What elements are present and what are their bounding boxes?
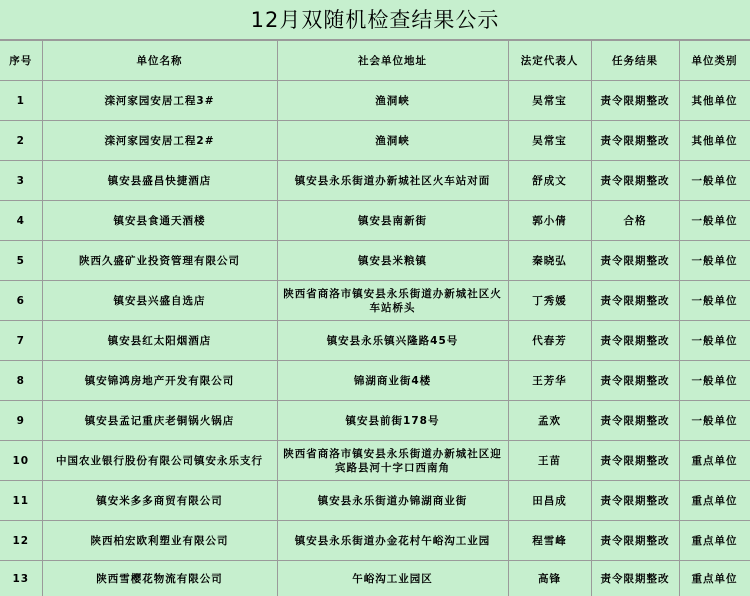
- header-cell-address[interactable]: 社会单位地址: [277, 41, 508, 81]
- table-row: [0, 521, 750, 561]
- cell-index[interactable]: 11: [0, 481, 42, 521]
- cell-result[interactable]: 责令限期整改: [591, 81, 679, 121]
- page-title: 12月双随机检查结果公示: [0, 0, 750, 40]
- cell-result[interactable]: 责令限期整改: [591, 241, 679, 281]
- cell-category[interactable]: 重点单位: [679, 521, 750, 561]
- cell-address[interactable]: 午峪沟工业园区: [277, 561, 508, 596]
- cell-legal-rep[interactable]: 郭小倩: [508, 201, 591, 241]
- cell-category[interactable]: 一般单位: [679, 401, 750, 441]
- cell-index[interactable]: 9: [0, 401, 42, 441]
- cell-unit-name[interactable]: 中国农业银行股份有限公司镇安永乐支行: [42, 441, 277, 481]
- table-row: [0, 201, 750, 241]
- cell-unit-name[interactable]: 镇安县食通天酒楼: [42, 201, 277, 241]
- cell-address[interactable]: 镇安县米粮镇: [277, 241, 508, 281]
- cell-unit-name[interactable]: 镇安锦鸿房地产开发有限公司: [42, 361, 277, 401]
- cell-index[interactable]: 8: [0, 361, 42, 401]
- header-cell-unit-name[interactable]: 单位名称: [42, 41, 277, 81]
- header-row: [0, 41, 750, 81]
- cell-index[interactable]: 1: [0, 81, 42, 121]
- cell-result[interactable]: 责令限期整改: [591, 441, 679, 481]
- cell-legal-rep[interactable]: 王芳华: [508, 361, 591, 401]
- table-row: [0, 321, 750, 361]
- cell-unit-name[interactable]: 镇安县兴盛自选店: [42, 281, 277, 321]
- cell-result[interactable]: 责令限期整改: [591, 561, 679, 596]
- cell-address[interactable]: 镇安县前街178号: [277, 401, 508, 441]
- cell-legal-rep[interactable]: 舒成文: [508, 161, 591, 201]
- cell-index[interactable]: 6: [0, 281, 42, 321]
- cell-result[interactable]: 责令限期整改: [591, 401, 679, 441]
- cell-unit-name[interactable]: 滦河家园安居工程2#: [42, 121, 277, 161]
- cell-address[interactable]: 渔洞峡: [277, 81, 508, 121]
- table-row: [0, 561, 750, 596]
- cell-unit-name[interactable]: 陕西久盛矿业投资管理有限公司: [42, 241, 277, 281]
- header-cell-result[interactable]: 任务结果: [591, 41, 679, 81]
- cell-result[interactable]: 责令限期整改: [591, 521, 679, 561]
- cell-result[interactable]: 合格: [591, 201, 679, 241]
- cell-result[interactable]: 责令限期整改: [591, 321, 679, 361]
- cell-index[interactable]: 4: [0, 201, 42, 241]
- table-row: [0, 401, 750, 441]
- table-body: [0, 81, 750, 596]
- cell-unit-name[interactable]: 镇安县孟记重庆老铜锅火锅店: [42, 401, 277, 441]
- cell-legal-rep[interactable]: 高锋: [508, 561, 591, 596]
- cell-category[interactable]: 其他单位: [679, 121, 750, 161]
- cell-legal-rep[interactable]: 代春芳: [508, 321, 591, 361]
- cell-address[interactable]: 镇安县永乐街道办新城社区火车站对面: [277, 161, 508, 201]
- cell-index[interactable]: 12: [0, 521, 42, 561]
- cell-index[interactable]: 3: [0, 161, 42, 201]
- cell-category[interactable]: 重点单位: [679, 441, 750, 481]
- cell-category[interactable]: 一般单位: [679, 281, 750, 321]
- cell-category[interactable]: 一般单位: [679, 321, 750, 361]
- cell-address[interactable]: 锦湖商业街4楼: [277, 361, 508, 401]
- cell-index[interactable]: 7: [0, 321, 42, 361]
- cell-legal-rep[interactable]: 秦晓弘: [508, 241, 591, 281]
- header-cell-index[interactable]: 序号: [0, 41, 42, 81]
- cell-address[interactable]: 渔洞峡: [277, 121, 508, 161]
- cell-category[interactable]: 一般单位: [679, 241, 750, 281]
- table-row: [0, 121, 750, 161]
- cell-legal-rep[interactable]: 吴常宝: [508, 121, 591, 161]
- cell-unit-name[interactable]: 滦河家园安居工程3#: [42, 81, 277, 121]
- cell-address[interactable]: 陕西省商洛市镇安县永乐街道办新城社区迎宾路县河十字口西南角: [277, 441, 508, 481]
- cell-index[interactable]: 2: [0, 121, 42, 161]
- cell-address[interactable]: 镇安县南新街: [277, 201, 508, 241]
- cell-address[interactable]: 陕西省商洛市镇安县永乐街道办新城社区火车站桥头: [277, 281, 508, 321]
- cell-index[interactable]: 10: [0, 441, 42, 481]
- cell-result[interactable]: 责令限期整改: [591, 281, 679, 321]
- cell-address[interactable]: 镇安县永乐街道办锦湖商业街: [277, 481, 508, 521]
- cell-legal-rep[interactable]: 孟欢: [508, 401, 591, 441]
- table-row: [0, 481, 750, 521]
- table-row: [0, 241, 750, 281]
- cell-unit-name[interactable]: 陕西雪樱花物流有限公司: [42, 561, 277, 596]
- table-row: [0, 441, 750, 481]
- cell-category[interactable]: 其他单位: [679, 81, 750, 121]
- cell-address[interactable]: 镇安县永乐镇兴隆路45号: [277, 321, 508, 361]
- cell-index[interactable]: 5: [0, 241, 42, 281]
- header-cell-category[interactable]: 单位类别: [679, 41, 750, 81]
- cell-category[interactable]: 重点单位: [679, 481, 750, 521]
- results-table: [0, 40, 750, 596]
- cell-legal-rep[interactable]: 丁秀媛: [508, 281, 591, 321]
- table-row: [0, 361, 750, 401]
- cell-result[interactable]: 责令限期整改: [591, 161, 679, 201]
- cell-unit-name[interactable]: 镇安米多多商贸有限公司: [42, 481, 277, 521]
- cell-unit-name[interactable]: 镇安县红太阳烟酒店: [42, 321, 277, 361]
- cell-legal-rep[interactable]: 王苗: [508, 441, 591, 481]
- table-row: [0, 281, 750, 321]
- cell-legal-rep[interactable]: 田昌成: [508, 481, 591, 521]
- cell-legal-rep[interactable]: 程雪峰: [508, 521, 591, 561]
- cell-category[interactable]: 一般单位: [679, 201, 750, 241]
- cell-result[interactable]: 责令限期整改: [591, 361, 679, 401]
- table-row: [0, 81, 750, 121]
- header-cell-legal-rep[interactable]: 法定代表人: [508, 41, 591, 81]
- cell-category[interactable]: 一般单位: [679, 161, 750, 201]
- cell-address[interactable]: 镇安县永乐街道办金花村午峪沟工业园: [277, 521, 508, 561]
- table-row: [0, 161, 750, 201]
- cell-result[interactable]: 责令限期整改: [591, 121, 679, 161]
- cell-unit-name[interactable]: 镇安县盛昌快捷酒店: [42, 161, 277, 201]
- cell-index[interactable]: 13: [0, 561, 42, 596]
- cell-legal-rep[interactable]: 吴常宝: [508, 81, 591, 121]
- cell-category[interactable]: 一般单位: [679, 361, 750, 401]
- cell-result[interactable]: 责令限期整改: [591, 481, 679, 521]
- cell-unit-name[interactable]: 陕西柏宏欧利塑业有限公司: [42, 521, 277, 561]
- cell-category[interactable]: 重点单位: [679, 561, 750, 596]
